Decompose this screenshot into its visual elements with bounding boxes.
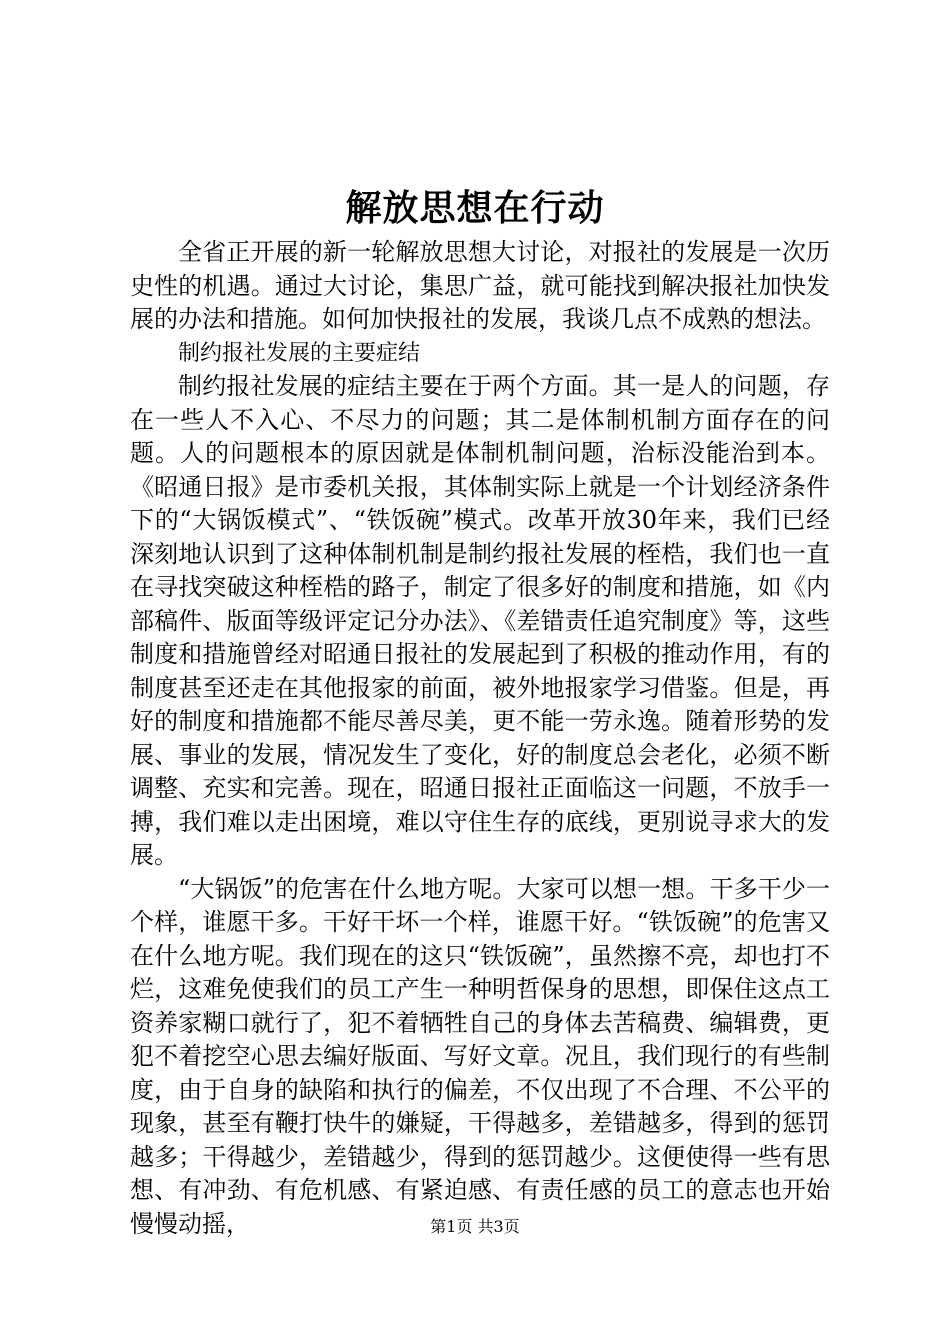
page-number-footer: 第1页 共3页: [430, 1217, 520, 1236]
document-title: 解放思想在行动: [345, 187, 605, 229]
paragraph-causes: 制约报社发展的症结主要在于两个方面。其一是人的问题，存在一些人不入心、不尽力的问题；其二是体制机制方面存在的问题。人的问题根本的原因就是体制机制问题，治标没能治到本。《昭通日报》是市委机关报，其体制实际上就是一个计划经济条件下的“大锅饭模式”、“铁饭碗”模式。改革开放30年来，我们已经深刻地认识到了这种体制机制是制约报社发展的桎梏，我们也一直在寻找突破这种桎梏的路子，制定了很多好的制度和措施，如《内部稿件、版面等级评定记分办法》、《差错责任追究制度》等，这些制度和措施曾经对昭通日报社的发展起到了积极的推动作用，有的制度甚至还走在其他报家的前面，被外地报家学习借鉴。但是，再好的制度和措施都不能尽善尽美，更不能一劳永逸。随着形势的发展、事业的发展，情况发生了变化，好的制度总会老化，必须不断调整、充实和完善。现在，昭通日报社正面临这一问题，不放手一搏，我们难以走出困境，难以守住生存的底线，更别说寻求大的发展。: [130, 372, 830, 869]
section-heading: 制约报社发展的主要症结: [178, 340, 421, 366]
document-body: [130, 236, 830, 1241]
paragraph-harm: “大锅饭”的危害在什么地方呢。大家可以想一想。干多干少一个样，谁愿干多。干好干坏一个样，谁愿干好。“铁饭碗”的危害又在什么地方呢。我们现在的这只“铁饭碗”，虽然擦不亮，却也打不烂，这难免使我们的员工产生一种明哲保身的思想，即保住这点工资养家糊口就行了，犯不着牺牲自己的身体去苦稿费、编辑费，更犯不着挖空心思去编好版面、写好文章。况且，我们现行的有些制度，由于自身的缺陷和执行的偏差，不仅出现了不合理、不公平的现象，甚至有鞭打快牛的嫌疑，干得越多，差错越多，得到的惩罚越多；干得越少，差错越少，得到的惩罚越少。这便使得一些有思想、有冲劲、有危机感、有紧迫感、有责任感的员工的意志也开始慢慢动摇，: [130, 874, 830, 1238]
paragraph-intro: 全省正开展的新一轮解放思想大讨论，对报社的发展是一次历史性的机遇。通过大讨论，集思广益，就可能找到解决报社加快发展的办法和措施。如何加快报社的发展，我谈几点不成熟的想法。: [130, 238, 830, 333]
